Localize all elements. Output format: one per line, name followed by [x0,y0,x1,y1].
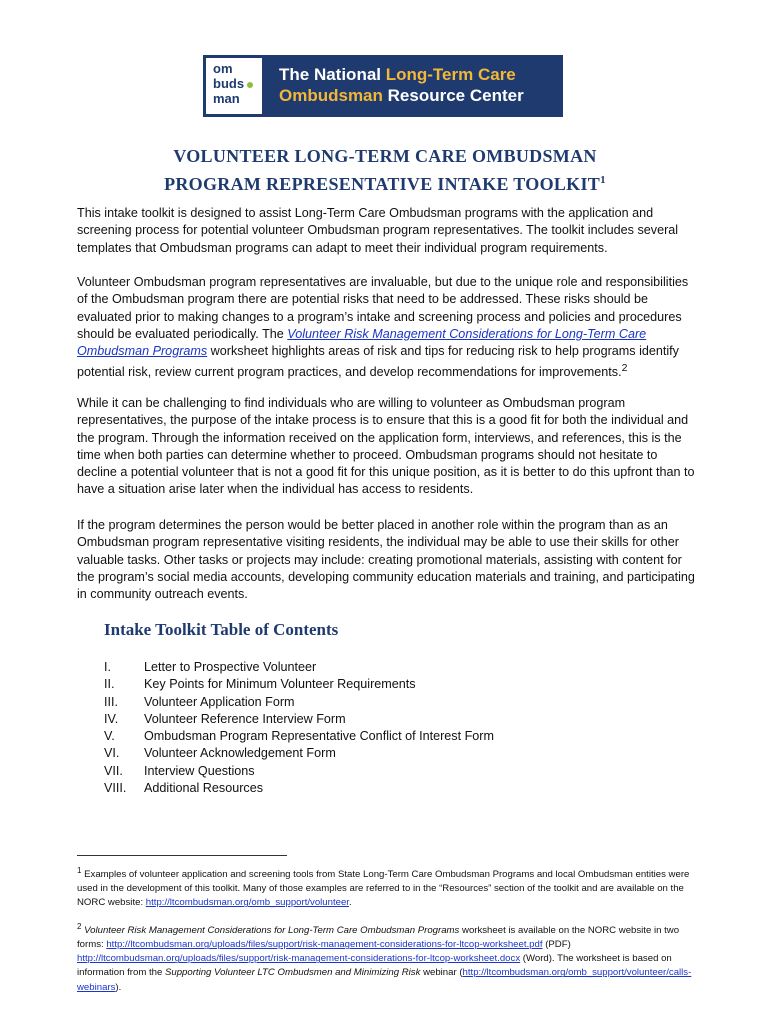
footnote-1 [77,864,699,910]
toc-heading: Intake Toolkit Table of Contents [104,620,339,639]
footnote-text: (Word). The worksheet is based on information from the [77,953,672,979]
footnote-text: webinar ( [420,967,463,979]
alternatives-paragraph: If the program determines the person would be better placed in another role within the program than as an Ombudsman program representative visiting residents, the individual may be able to use their skills for other valuable tasks. Other tasks or projects may include: creating promotional materials, assisting with content for the program’s social media accounts, developing community education materials and training, and participating in community outreach events. [77,518,695,602]
toc-list [104,659,494,797]
footnote-text: Volunteer Risk Management Considerations for Long-Term Care Ombudsman Programs [84,925,460,937]
footnote-text: (PDF) [542,939,571,951]
logo-text-accent: Long-Term Care [385,65,516,84]
title-line-2 [0,168,770,196]
webinars-link[interactable]: http://ltcombudsman.org/omb_support/volunteer/calls-webinars [77,967,692,993]
risk-worksheet-link[interactable]: Volunteer Risk Management Considerations for Long-Term Care Ombudsman Programs [77,326,647,359]
footnote-text: Supporting Volunteer LTC Ombudsmen and Minimizing Risk [164,967,421,979]
toc-item-number: IV. [104,711,119,726]
purpose-paragraph: While it can be challenging to find individuals who are willing to volunteer as Ombudsman program representatives, the purpose of the intake process is to ensure that this is a good fit for both the individual and the program. Through the information received on the application form, interviews, and references, this is the time when both parties can determine whether to proceed. Ombudsman programs should not hesitate to decline a potential volunteer that is not a good fit for this unique position, as it is better to do this upfront than to have a situation arise later when the individual has access to residents. [77,396,695,497]
logo-mark-line: man [213,91,240,106]
toc-item [104,659,494,676]
worksheet-docx-link[interactable]: http://ltcombudsman.org/uploads/files/support/risk-management-considerations-for-ltcop-worksheet.docx [77,953,521,965]
footnote-text: worksheet is available on the NORC website in two forms: [77,925,680,951]
toc-item-label: Volunteer Application Form [144,694,295,709]
footnote-ref: 2 [621,362,628,375]
toc-item [104,676,494,693]
footnote-divider [77,855,287,856]
toc-item [104,780,494,797]
paragraph-text: Volunteer Ombudsman program representatives are invaluable, but due to the unique role and responsibilities of the Ombudsman program there are potential risks that need to be addressed. These risks should be evaluated prior to making changes to a program’s intake and screening process and policies and procedures should be evaluated periodically. The [77,275,689,341]
toc-item-number: II. [104,677,115,692]
footnote-2 [77,920,699,995]
toc-item-number: VII. [104,763,123,778]
logo-mark [203,55,265,117]
logo-mark-line: om [213,61,233,76]
volunteer-link[interactable]: http://ltcombudsman.org/omb_support/volunteer [145,897,349,909]
document-title [0,144,770,196]
logo-text: The National [279,65,386,84]
toc-item [104,694,494,711]
toc-item-label: Additional Resources [144,781,264,796]
dot-icon [247,82,253,88]
toc-item-label: Volunteer Reference Interview Form [144,711,346,726]
toc-item-label: Letter to Prospective Volunteer [144,660,317,674]
intro-paragraph: This intake toolkit is designed to assist Long-Term Care Ombudsman programs with the application and screening process for potential volunteer Ombudsman program representatives. The toolkit includes several templates that Ombudsman programs can adapt to meet their individual program requirements. [77,206,679,255]
paragraph-text: worksheet highlights areas of risk and tips for reducing risk to help programs identify potential risk, review current program practices, and develop recommendations for improvements. [77,344,679,380]
toc-item-number: VI. [104,746,120,761]
risk-paragraph [77,274,697,382]
footnote-number: 1 [77,866,82,875]
logo-text: Resource Center [382,86,524,105]
footnote-text: ). [115,981,122,993]
toc-item-label: Volunteer Acknowledgement Form [144,746,336,761]
toc-item-label: Interview Questions [144,763,255,778]
footnote-text: Examples of volunteer application and screening tools from State Long-Term Care Ombudsman Programs and local Ombudsman entities were used in the development of this toolkit. Many of those examples are referred to in the “Resources” section of the toolkit and are available on the NORC website: [77,869,690,909]
logo-wordmark [265,55,563,117]
toc-item [104,711,494,728]
toc-item-number: VIII. [104,781,127,796]
footnote-ref: 1 [600,174,606,186]
worksheet-pdf-link[interactable]: http://ltcombudsman.org/uploads/files/support/risk-management-considerations-for-ltcop-worksheet.pdf [106,939,543,951]
footnote-number: 2 [77,922,82,931]
logo-text-accent: Ombudsman [279,86,383,105]
toc-item-label: Ombudsman Program Representative Conflict of Interest Form [144,729,494,744]
footnote-text: . [348,897,352,909]
logo [203,55,563,117]
toc-item-label: Key Points for Minimum Volunteer Requirements [144,677,416,692]
toc-item-number: V. [104,729,115,744]
title-line-2-text: PROGRAM REPRESENTATIVE INTAKE TOOLKIT [164,174,601,194]
toc-item [104,745,494,762]
toc-item [104,763,494,780]
title-line-1: VOLUNTEER LONG-TERM CARE OMBUDSMAN [173,146,597,166]
toc-item-number: I. [104,660,111,674]
toc-item [104,728,494,745]
logo-mark-line: buds [213,76,245,91]
toc-item-number: III. [104,694,118,709]
